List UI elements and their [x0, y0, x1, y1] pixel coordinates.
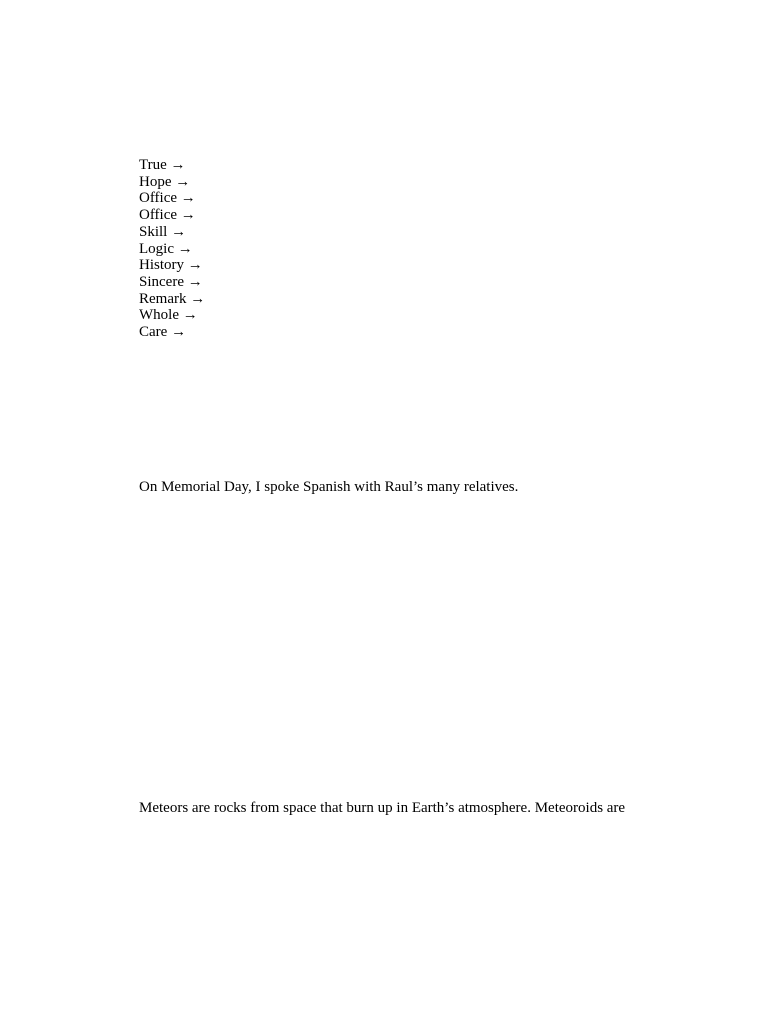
meteors-sentence: Meteors are rocks from space that burn up in Earth’s atmosphere. Meteoroids are: [139, 800, 626, 816]
word-item-whole: Whole →: [139, 307, 198, 324]
word-item-skill: Skill →: [139, 223, 187, 240]
word-item-care: Care →: [139, 324, 187, 341]
word-item-remark: Remark →: [139, 290, 206, 307]
word-item-hope: Hope →: [139, 173, 191, 190]
word-item-true: True →: [139, 157, 186, 173]
word-item-office: Office →: [139, 190, 196, 207]
word-item-history: History →: [139, 257, 203, 274]
word-list: [139, 157, 205, 341]
word-item-office-2: Office →: [139, 207, 196, 224]
word-item-sincere: Sincere →: [139, 273, 203, 290]
memorial-day-sentence: On Memorial Day, I spoke Spanish with Raul’s many relatives.: [139, 479, 519, 495]
word-item-logic: Logic →: [139, 240, 193, 257]
